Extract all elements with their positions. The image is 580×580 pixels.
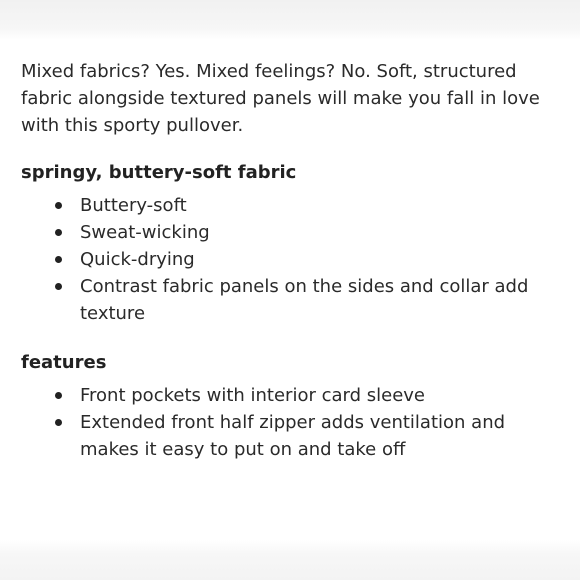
- list-item: Buttery-soft: [80, 192, 561, 219]
- top-edge-shade: [0, 0, 580, 40]
- list-item: Quick-drying: [80, 246, 561, 273]
- intro-paragraph: Mixed fabrics? Yes. Mixed feelings? No. Soft, structured fabric alongside textured panels will make you fall in love with this sporty pullover.: [21, 61, 540, 136]
- list-item: Extended front half zipper adds ventilation and makes it easy to put on and take off: [80, 409, 561, 463]
- features-heading: features: [21, 352, 107, 373]
- fabric-heading: springy, buttery-soft fabric: [21, 162, 297, 183]
- bottom-edge-shade: [0, 540, 580, 580]
- features-list: [21, 382, 561, 463]
- list-item: Sweat-wicking: [80, 219, 561, 246]
- product-description: [21, 58, 561, 463]
- list-item: Front pockets with interior card sleeve: [80, 382, 561, 409]
- fabric-list: [21, 192, 561, 327]
- list-item: Contrast fabric panels on the sides and collar add texture: [80, 273, 561, 327]
